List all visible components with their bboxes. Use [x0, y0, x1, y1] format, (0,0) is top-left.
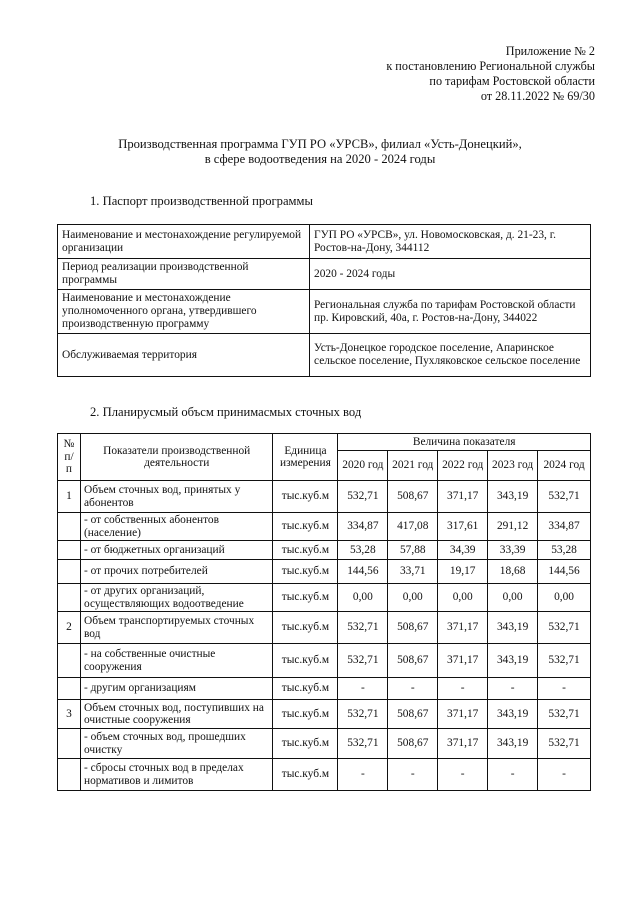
table-row	[58, 334, 591, 377]
row-value: 532,71	[538, 729, 591, 759]
row-unit: тыс.куб.м	[273, 644, 338, 678]
header-year: 2020 год	[338, 451, 388, 481]
row-value: 0,00	[438, 584, 488, 612]
table-row	[58, 644, 591, 678]
row-value: 343,19	[488, 729, 538, 759]
row-value: 532,71	[338, 729, 388, 759]
header-year: 2021 год	[388, 451, 438, 481]
header-year: 2024 год	[538, 451, 591, 481]
row-num	[58, 729, 81, 759]
row-label: - от других организаций, осуществляющих водоотведение	[80, 584, 272, 612]
row-label: - от собственных абонентов (население)	[80, 513, 272, 541]
table-row	[58, 759, 591, 791]
table-row	[58, 290, 591, 334]
annex-line: по тарифам Ростовской области	[429, 74, 595, 88]
row-value: 532,71	[538, 612, 591, 644]
row-unit: тыс.куб.м	[273, 759, 338, 791]
table-cell: Наименование и местонахождение уполномоченного органа, утвердившего производственную программу	[58, 290, 310, 334]
row-value: -	[538, 759, 591, 791]
row-value: -	[488, 678, 538, 700]
row-value: -	[538, 678, 591, 700]
row-value: 532,71	[338, 612, 388, 644]
row-value: 33,39	[488, 541, 538, 560]
row-value: -	[388, 678, 438, 700]
row-num	[58, 644, 81, 678]
table-row	[58, 513, 591, 541]
table-cell: Усть-Донецкое городское поселение, Апаринское сельское поселение, Пухляковское сельское поселение	[310, 334, 591, 377]
table-cell: 2020 - 2024 годы	[310, 259, 591, 290]
row-unit: тыс.куб.м	[273, 700, 338, 729]
row-value: 0,00	[538, 584, 591, 612]
row-unit: тыс.куб.м	[273, 729, 338, 759]
row-value: -	[438, 678, 488, 700]
row-unit: тыс.куб.м	[273, 678, 338, 700]
row-value: 508,67	[388, 481, 438, 513]
row-value: 417,08	[388, 513, 438, 541]
row-value: -	[488, 759, 538, 791]
row-value: 33,71	[388, 560, 438, 584]
row-value: -	[338, 678, 388, 700]
table-row	[58, 584, 591, 612]
title-line: Производственная программа ГУП РО «УРСВ», филиал «Усть-Донецкий»,	[118, 137, 522, 151]
table-cell: Период реализации производственной программы	[58, 259, 310, 290]
row-value: 371,17	[438, 700, 488, 729]
row-label: - от бюджетных организаций	[80, 541, 272, 560]
row-value: 371,17	[438, 644, 488, 678]
row-label: - объем сточных вод, прошедших очистку	[80, 729, 272, 759]
row-value: 34,39	[438, 541, 488, 560]
row-unit: тыс.куб.м	[273, 560, 338, 584]
row-value: 334,87	[538, 513, 591, 541]
row-value: 532,71	[538, 644, 591, 678]
row-label: - сбросы сточных вод в пределах нормативов и лимитов	[80, 759, 272, 791]
table-row	[58, 541, 591, 560]
row-unit: тыс.куб.м	[273, 584, 338, 612]
row-value: 343,19	[488, 644, 538, 678]
header-year: 2023 год	[488, 451, 538, 481]
row-value: 343,19	[488, 481, 538, 513]
row-unit: тыс.куб.м	[273, 612, 338, 644]
row-value: 532,71	[338, 700, 388, 729]
section-heading-volume: 2. Планирусмый объсм принимасмых сточных вод	[90, 405, 362, 419]
table-row	[58, 678, 591, 700]
row-label: Объем сточных вод, принятых у абонентов	[80, 481, 272, 513]
row-value: 532,71	[538, 481, 591, 513]
row-value: 532,71	[338, 644, 388, 678]
title-line: в сфере водоотведения на 2020 - 2024 годы	[204, 152, 436, 166]
row-value: 18,68	[488, 560, 538, 584]
row-value: 317,61	[438, 513, 488, 541]
row-num	[58, 759, 81, 791]
row-num: 2	[58, 612, 81, 644]
cell-text: Региональная служба по тарифам Ростовской области	[314, 298, 576, 311]
row-value: 0,00	[388, 584, 438, 612]
row-value: 0,00	[338, 584, 388, 612]
table-row	[58, 259, 591, 290]
table-cell: Наименование и местонахождение регулируемой организации	[58, 225, 310, 259]
annex-line: от 28.11.2022 № 69/30	[480, 89, 595, 103]
header-unit: Единица измерения	[273, 434, 338, 481]
row-num: 3	[58, 700, 81, 729]
row-num	[58, 678, 81, 700]
row-value: 334,87	[338, 513, 388, 541]
annex-line: Приложение № 2	[505, 44, 595, 58]
header-row	[58, 434, 591, 451]
row-label: Объем транспортируемых сточных вод	[80, 612, 272, 644]
row-value: -	[438, 759, 488, 791]
row-num	[58, 513, 81, 541]
document-title	[0, 137, 640, 167]
table-row	[58, 225, 591, 259]
row-label: Объем сточных вод, поступивших на очистные сооружения	[80, 700, 272, 729]
row-label: - на собственные очистные сооружения	[80, 644, 272, 678]
row-value: 0,00	[488, 584, 538, 612]
row-value: 508,67	[388, 729, 438, 759]
row-label: - от прочих потребителей	[80, 560, 272, 584]
row-value: 371,17	[438, 612, 488, 644]
row-value: 57,88	[388, 541, 438, 560]
row-value: 53,28	[338, 541, 388, 560]
row-value: -	[388, 759, 438, 791]
row-value: 53,28	[538, 541, 591, 560]
row-value: 532,71	[338, 481, 388, 513]
row-value: 144,56	[338, 560, 388, 584]
header-value-group: Величина показателя	[338, 434, 591, 451]
section-heading-passport: 1. Паспорт производственной программы	[90, 194, 313, 208]
row-value: 19,17	[438, 560, 488, 584]
row-value: 343,19	[488, 700, 538, 729]
row-unit: тыс.куб.м	[273, 541, 338, 560]
row-unit: тыс.куб.м	[273, 513, 338, 541]
table-row	[58, 560, 591, 584]
row-num: 1	[58, 481, 81, 513]
row-value: -	[338, 759, 388, 791]
table-row	[58, 612, 591, 644]
row-value: 144,56	[538, 560, 591, 584]
table-row	[58, 729, 591, 759]
cell-text: пр. Кировский, 40а, г. Ростов-на-Дону, 344022	[314, 311, 538, 324]
row-value: 371,17	[438, 729, 488, 759]
row-label: - другим организациям	[80, 678, 272, 700]
row-num	[58, 560, 81, 584]
header-num: № п/ п	[58, 434, 81, 481]
row-value: 291,12	[488, 513, 538, 541]
row-value: 508,67	[388, 644, 438, 678]
header-year: 2022 год	[438, 451, 488, 481]
volume-table	[57, 433, 591, 791]
passport-table	[57, 224, 591, 377]
row-unit: тыс.куб.м	[273, 481, 338, 513]
row-num	[58, 541, 81, 560]
table-row	[58, 481, 591, 513]
row-value: 508,67	[388, 612, 438, 644]
table-cell: Обслуживаемая территория	[58, 334, 310, 377]
row-value: 508,67	[388, 700, 438, 729]
header-indicator: Показатели производственной деятельности	[80, 434, 272, 481]
row-value: 343,19	[488, 612, 538, 644]
annex-line: к постановлению Региональной службы	[386, 59, 595, 73]
annex-header	[386, 44, 595, 104]
table-cell: ГУП РО «УРСВ», ул. Новомосковская, д. 21-23, г. Ростов-на-Дону, 344112	[310, 225, 591, 259]
row-num	[58, 584, 81, 612]
row-value: 532,71	[538, 700, 591, 729]
row-value: 371,17	[438, 481, 488, 513]
table-cell	[310, 290, 591, 334]
table-row	[58, 700, 591, 729]
